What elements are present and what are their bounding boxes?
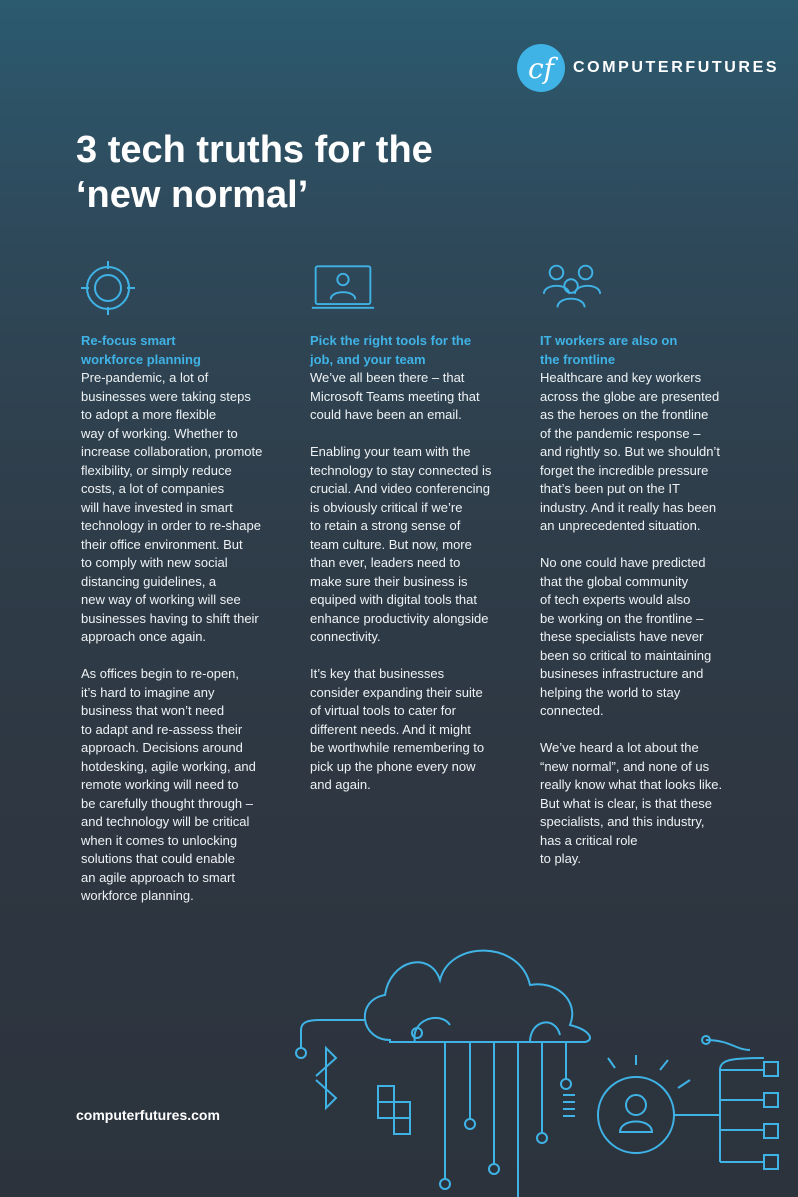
- column-heading: Re-focus smart workforce planning: [81, 333, 201, 367]
- column-it-frontline: [540, 332, 745, 887]
- logo-mark-icon: [517, 44, 565, 92]
- body-paragraph: Enabling your team with the technology to stay connected is crucial. And video conferencing is obviously critical if we’re to retain a strong sense of team culture. But now, more than ever, leaders need to make sure their business is equiped with digital tools that enhance productivity alongside connectivity.: [310, 444, 492, 644]
- target-icon: [81, 260, 137, 316]
- brand-name: COMPUTERFUTURES: [573, 59, 780, 76]
- group-icon: [540, 260, 604, 316]
- footer-website-link[interactable]: computerfutures.com: [76, 1107, 220, 1123]
- column-workforce-planning: [81, 332, 286, 924]
- logo-letter: cf: [527, 51, 555, 85]
- body-paragraph: We’ve heard a lot about the “new normal”, and none of us really know what that looks like. But what is clear, is that these specialists, and this industry, has a critical role to play.: [540, 740, 723, 866]
- body-paragraph: As offices begin to re-open, it’s hard to imagine any business that won’t need to adapt and re-assess their approach. Decisions around hotdesking, agile working, and remote working will need to be carefully thought through – and technology will be critical when it comes to unlocking solutions that could enable an agile approach to smart workforce planning.: [81, 666, 256, 903]
- body-paragraph: It’s key that businesses consider expanding their suite of virtual tools to cater for different needs. And it might be worthwhile remembering to pick up the phone every now and again.: [310, 666, 485, 792]
- column-heading: IT workers are also on the frontline: [540, 333, 678, 367]
- page-title: 3 tech truths for the ‘new normal’: [76, 129, 433, 216]
- body-paragraph: Pre-pandemic, a lot of businesses were taking steps to adopt a more flexible way of working. Whether to increase collaboration, promote flexibility, or simply reduce costs, a lot of companies will have invested in smart technology in order to re-shape their office environment. But to comply with new social distancing guidelines, a new way of working will see businesses having to shift their approach once again.: [81, 370, 263, 644]
- cloud-network-illustration: [290, 940, 798, 1197]
- body-paragraph: Healthcare and key workers across the globe are presented as the heroes on the frontline of the pandemic response – and rightly so. But we shouldn’t forget the incredible pressure that’s been put on the IT industry. And it really has been an unprecedented situation.: [540, 370, 720, 533]
- body-paragraph: No one could have predicted that the global community of tech experts would also be working on the frontline – these specialists have never been so critical to maintaining busineses infrastructure and helping the world to stay connected.: [540, 555, 712, 718]
- column-right-tools: [310, 332, 515, 813]
- brand-logo: [517, 44, 779, 92]
- body-paragraph: We’ve all been there – that Microsoft Teams meeting that could have been an email.: [310, 370, 480, 422]
- laptop-user-icon: [310, 260, 376, 316]
- column-heading: Pick the right tools for the job, and your team: [310, 333, 472, 367]
